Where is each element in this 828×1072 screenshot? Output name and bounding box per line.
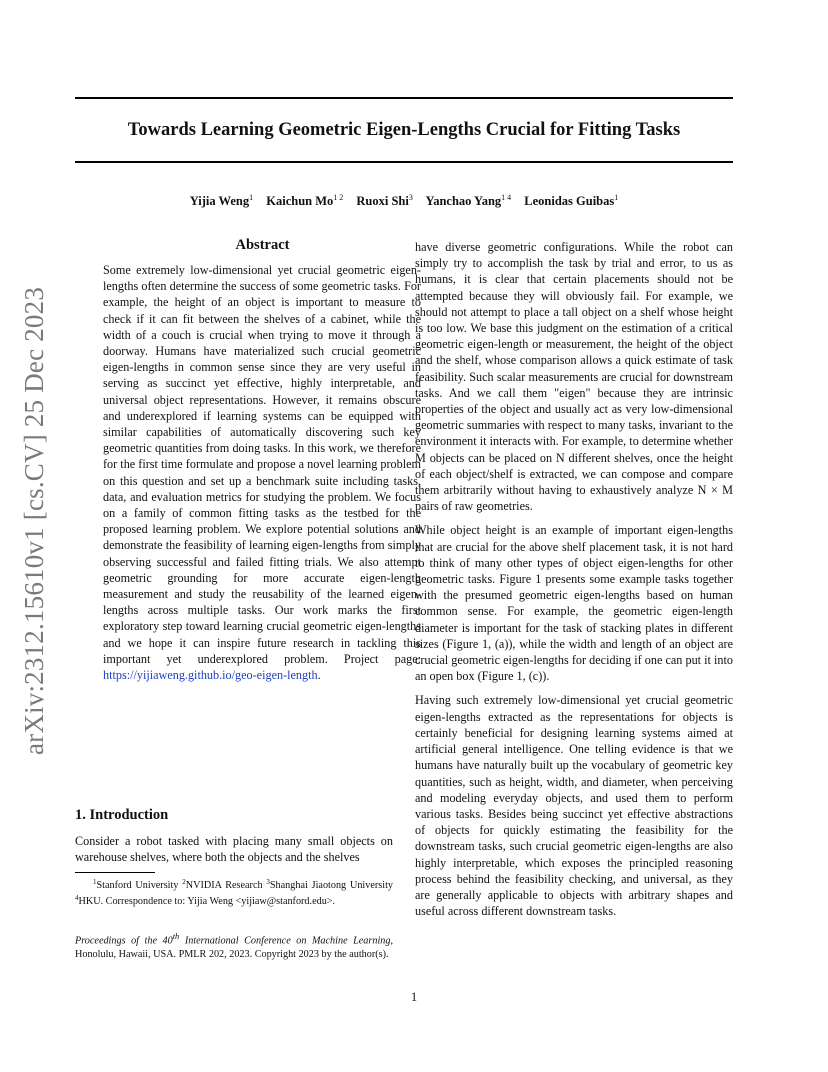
footnote-text: Stanford University: [96, 880, 183, 891]
paragraph: have diverse geometric configurations. While the robot can simply try to accomplish the task by trial and error, to us as humans, it is clear that certain placements should not be attempted because they will obviously fail. For example, we should not attempt to place a tall object on a shelf whose height is too low. We base this judgment on the estimation of a critical geometric eigen-length or measurement, the height of the object and the shelf, whose comparison allows a quick estimate of task feasibility. Such scalar measurements are crucial for downstream tasks. And we call them "eigen" because they are intrinsic properties of the object and usually act as very low-dimensional geometric summaries with respect to many tasks, invariant to the environment it interacts with. For example, to determine whether M objects can be placed on N different shelves, once the height of each object/shelf is extracted, we can compose and compare them arbitrarily without having to exhaustively analyze N × M pairs of raw geometries.: [415, 240, 733, 514]
abstract-text: [103, 262, 421, 683]
section-heading-introduction: 1. Introduction: [75, 807, 169, 823]
paragraph: Having such extremely low-dimensional yet crucial geometric eigen-lengths extracted as the representations for objects is certainly beneficial for designing learning systems aimed at artificial general intelligence. One telling evidence is that we humans have naturally built up the vocabulary of geometric key quantities, such as height, width, and diameter, when perceiving and modeling everyday objects, and used them to perform various tasks. Besides being succinct yet effective abstractions of objects for quickly estimating the feasibility for the downstream tasks, such crucial geometric eigen-lengths are also highly interpretable, which exposes the principled reasoning process behind the feasibility checking, and universal, as they are generally applicable to objects with arbitrary shapes and useful across different downstream tasks.: [415, 693, 733, 919]
footnote-mark: 3: [266, 878, 270, 886]
affiliation-footnote: [75, 876, 393, 908]
author-name: Ruoxi Shi: [356, 194, 409, 208]
footnote-mark: 2: [182, 878, 186, 886]
author-affiliation: 1: [614, 193, 619, 202]
author-name: Yijia Weng: [189, 194, 250, 208]
footnote-mark: 4: [75, 894, 79, 903]
footnote-text: HKU. Correspondence to: Yijia Weng <yijiaw@stanford.edu>.: [78, 896, 336, 908]
right-column: [415, 239, 733, 927]
introduction-text: Consider a robot tasked with placing many small objects on warehouse shelves, where both the objects and the shelves: [75, 834, 393, 865]
abstract-heading: Abstract: [235, 237, 290, 253]
paper-title: Towards Learning Geometric Eigen-Lengths Crucial for Fitting Tasks: [127, 120, 681, 140]
proceedings-rest: , Honolulu, Hawaii, USA. PMLR 202, 2023. Copyright 2023 by the author(s).: [75, 935, 394, 960]
footnote-mark: 1: [93, 878, 97, 886]
proceedings-conference: International Conference on Machine Learning: [184, 935, 391, 947]
proceedings-italic: Proceedings of the: [75, 935, 157, 947]
author-name: Kaichun Mo: [266, 194, 334, 208]
proceedings-number: 40: [162, 935, 173, 947]
author-affiliation: 1 4: [501, 193, 512, 202]
proceedings-note: [75, 930, 393, 961]
author-affiliation: 1: [249, 193, 254, 202]
paragraph: While object height is an example of important eigen-lengths that are crucial for the above shelf placement task, it is not hard to think of many other types of object eigen-lengths for other geometric tasks. Figure 1 presents some example tasks together with the presumed geometric eigen-lengths based on human common sense. For example, the geometric eigen-length diameter is important for the task of stacking plates in different sizes (Figure 1, (a)), while the width and length of an object are crucial geometric eigen-lengths for deciding if one can put it into an open box (Figure 1, (c)).: [415, 523, 733, 684]
author-list: [75, 190, 733, 209]
title-bottom-rule: [75, 161, 733, 163]
author-name: Yanchao Yang: [425, 194, 502, 208]
abstract-body-text: Some extremely low-dimensional yet crucial geometric eigen-lengths often determine the success of some geometric tasks. For example, the height of an object is important to measure to check if it can fit between the shelves of a cabinet, while the width of a couch is crucial when trying to move it through a doorway. Humans have materialized such crucial geometric eigen-lengths in common sense since they are very useful in serving as succinct yet effective, highly interpretable, and universal object representations. However, it remains obscure and underexplored if learning systems can be equipped with similar capabilities of automatically discovering such key geometric quantities from doing tasks. In this work, we therefore for the first time formulate and propose a novel learning problem on this question and set up a benchmark suite including tasks, data, and evaluation metrics for studying the problem. We focus on a family of common fitting tasks as the testbed for the proposed learning problem. We explore potential solutions and demonstrate the feasibility of learning eigen-lengths from simply observing successful and failed fitting trials. We also attempt geometric grounding for more accurate eigen-length measurement and study the reusability of the learned eigen-lengths across multiple tasks. Our work marks the first exploratory step toward learning crucial geometric eigen-lengths and we hope it can inspire future research in tackling this important yet underexplored problem. Project page:: [103, 263, 421, 666]
author-affiliation: 1 2: [333, 193, 344, 202]
footnote-rule: [75, 872, 155, 873]
arxiv-identifier-stamp: arXiv:2312.15610v1 [cs.CV] 25 Dec 2023: [19, 286, 49, 755]
proceedings-ordinal: th: [172, 931, 180, 941]
project-page-link[interactable]: https://yijiaweng.github.io/geo-eigen-length: [103, 668, 318, 683]
title-top-rule: [75, 97, 733, 99]
page-number: 1: [410, 990, 418, 1004]
author-affiliation: 3: [408, 193, 413, 202]
author-name: Leonidas Guibas: [524, 194, 615, 208]
abstract-end-punct: .: [317, 668, 321, 683]
footnote-text: NVIDIA Research: [185, 880, 267, 891]
footnote-text: Shanghai Jiaotong University: [269, 880, 393, 891]
